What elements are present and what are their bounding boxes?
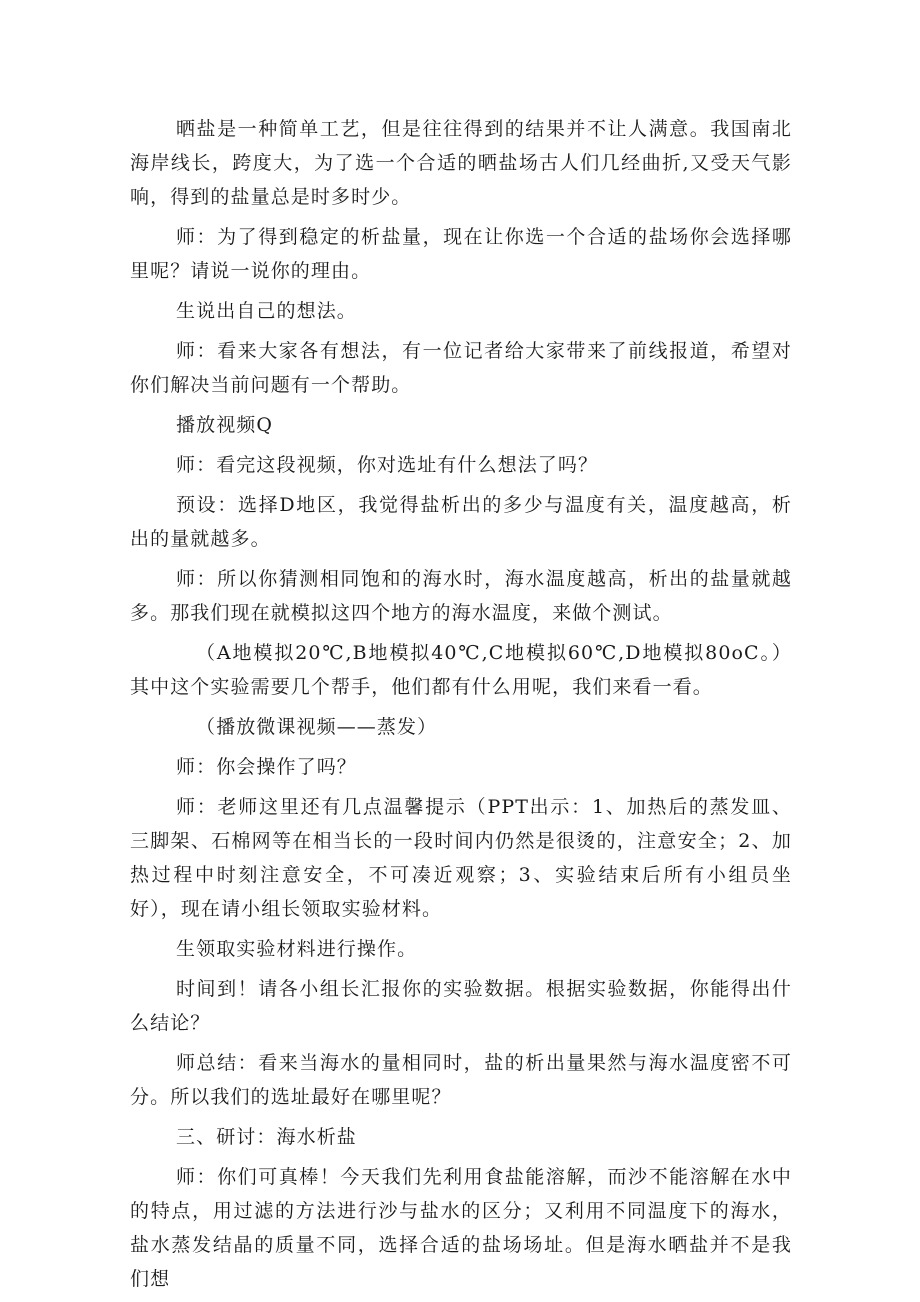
paragraph-presupposition: 预设：选择D地区，我觉得盐析出的多少与温度有关，温度越高，析出的量就越多。 (130, 494, 792, 550)
paragraph-temperature-simulation: （A地模拟20℃,B地模拟40℃,C地模拟60℃,D地模拟80oC。）其中这个实验需要几个帮手，他们都有什么用呢，我们来看一看。 (130, 642, 792, 698)
paragraph-play-video: 播放视频Q (176, 414, 274, 436)
section-heading-discussion: 三、研讨：海水析盐 (176, 1126, 357, 1148)
paragraph-teacher-report: 师：看来大家各有想法，有一位记者给大家带来了前线报道，希望对你们解决当前问题有一个帮助。 (130, 340, 792, 396)
paragraph-teacher-praise: 师：你们可真棒！今天我们先利用食盐能溶解，而沙不能溶解在水中的特点，用过滤的方法进行沙与盐水的区分；又利用不同温度下的海水，盐水蒸发结晶的质量不同，选择合适的盐场场址。但是海水晒盐并不是我们想 (130, 1166, 792, 1290)
paragraph-time-up: 时间到！请各小组长汇报你的实验数据。根据实验数据，你能得出什么结论？ (130, 978, 792, 1034)
paragraph-teacher-question: 师：为了得到稳定的析盐量，现在让你选一个合适的盐场你会选择哪里呢？请说一说你的理由。 (130, 226, 792, 282)
paragraph-students-ideas: 生说出自己的想法。 (176, 300, 357, 322)
paragraph-teacher-hypothesis: 师：所以你猜测相同饱和的海水时，海水温度越高，析出的盐量就越多。那我们现在就模拟这四个地方的海水温度，来做个测试。 (130, 568, 792, 624)
paragraph-micro-video: （播放微课视频——蒸发） (196, 716, 438, 738)
paragraph-teacher-operate: 师：你会操作了吗？ (176, 756, 357, 778)
paragraph-safety-tips: 师：老师这里还有几点温馨提示（PPT出示：1、加热后的蒸发皿、三脚架、石棉网等在相当长的一段时间内仍然是很烫的，注意安全；2、加热过程中时刻注意安全，不可凑近观察；3、实验结束后所有小组员坐好），现在请小组长领取实验材料。 (130, 796, 792, 920)
paragraph-teacher-after-video: 师：看完这段视频，你对选址有什么想法了吗？ (176, 454, 599, 476)
paragraph-teacher-summary: 师总结：看来当海水的量相同时，盐的析出量果然与海水温度密不可分。所以我们的选址最好在哪里呢？ (130, 1052, 792, 1108)
paragraph-students-operate: 生领取实验材料进行操作。 (176, 938, 418, 960)
document-page (130, 112, 792, 1302)
paragraph-salt-drying-intro: 晒盐是一种简单工艺，但是往往得到的结果并不让人满意。我国南北海岸线长，跨度大，为了选一个合适的晒盐场古人们几经曲折,又受天气影响，得到的盐量总是时多时少。 (130, 118, 792, 208)
